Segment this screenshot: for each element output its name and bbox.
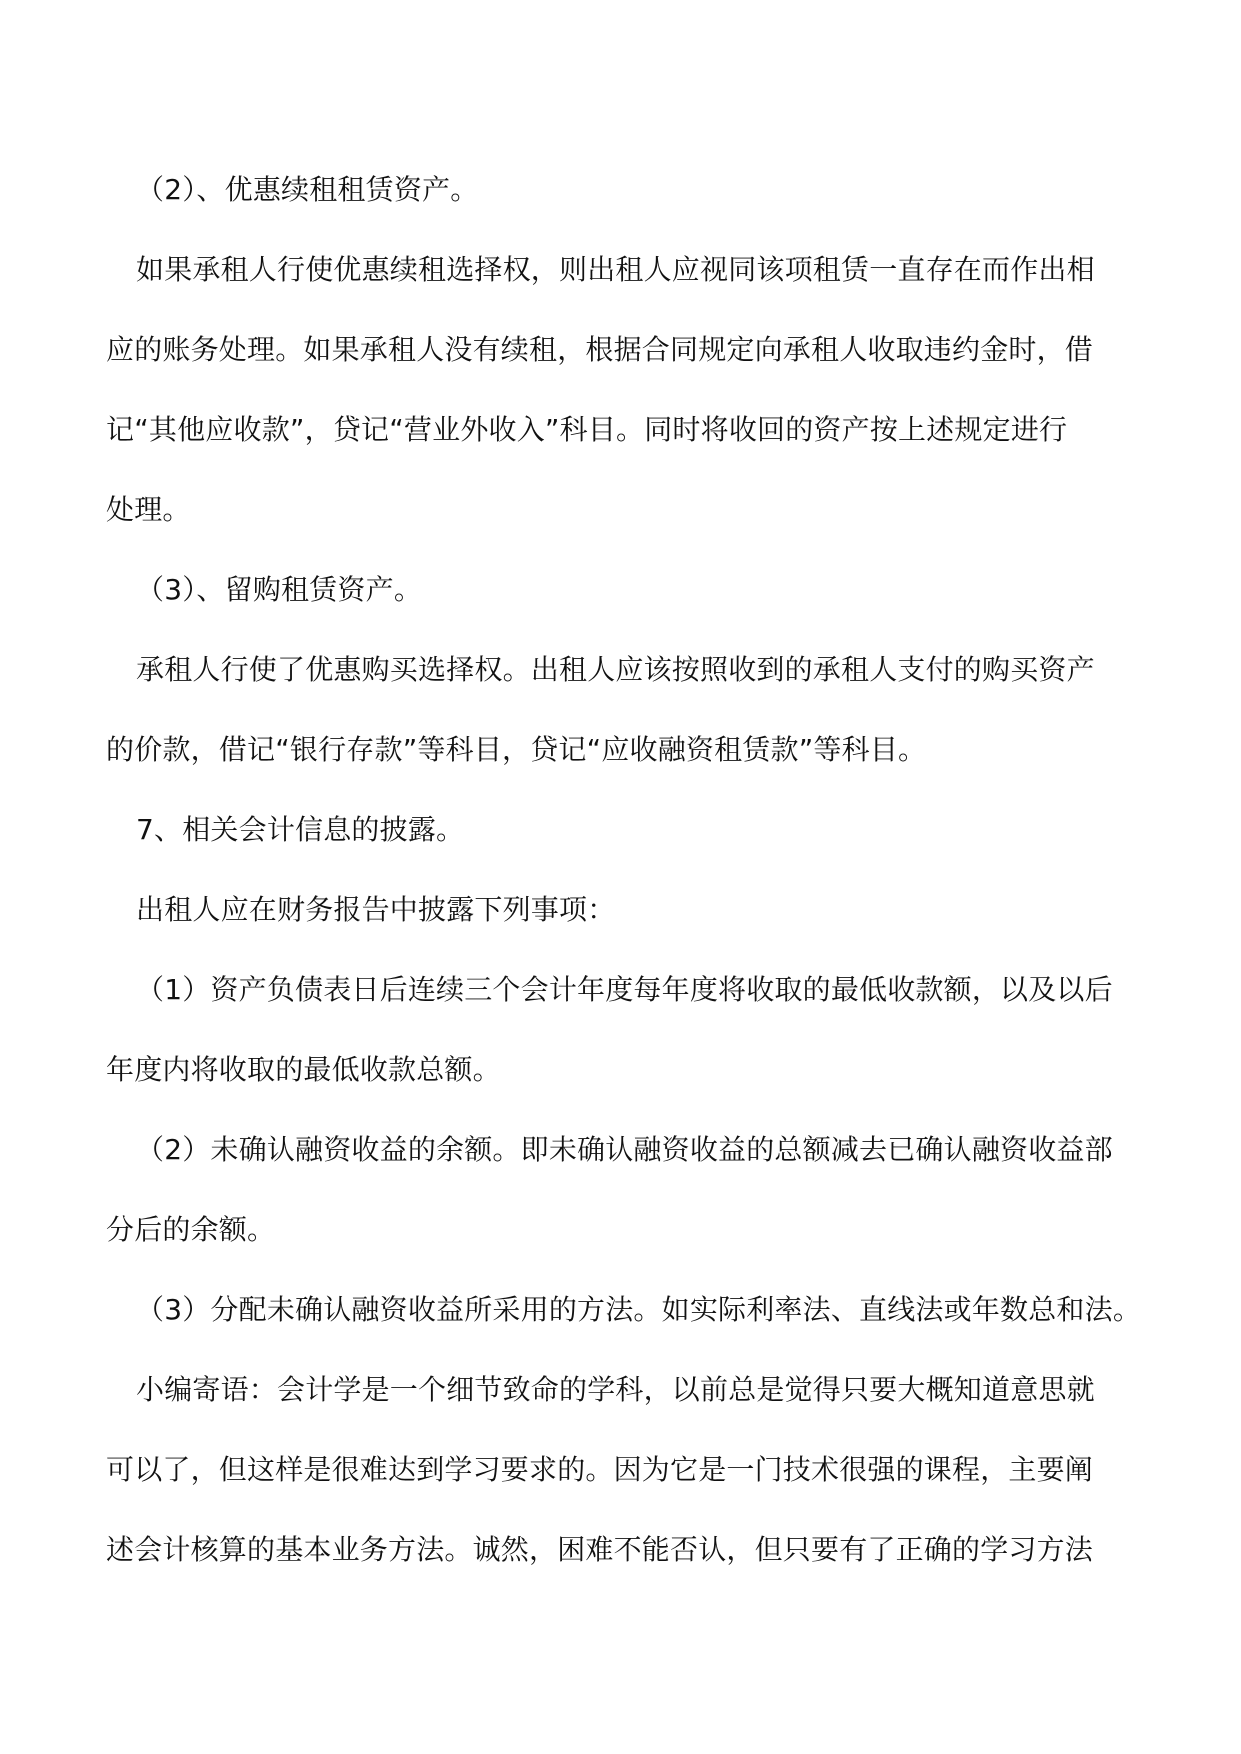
paragraph-line: 出租人应在财务报告中披露下列事项：	[136, 893, 616, 926]
paragraph-line: 小编寄语：会计学是一个细节致命的学科，以前总是觉得只要大概知道意思就	[136, 1373, 1095, 1406]
paragraph-line: 可以了，但这样是很难达到学习要求的。因为它是一门技术很强的课程，主要阐	[106, 1453, 1094, 1486]
paragraph-line: 处理。	[106, 493, 191, 526]
list-item: （3）分配未确认融资收益所采用的方法。如实际利率法、直线法或年数总和法。	[136, 1293, 1142, 1326]
list-item: （2）未确认融资收益的余额。即未确认融资收益的总额减去已确认融资收益部	[136, 1133, 1113, 1166]
paragraph-line: 承租人行使了优惠购买选择权。出租人应该按照收到的承租人支付的购买资产	[136, 653, 1095, 686]
paragraph-line: 的价款，借记“银行存款”等科目，贷记“应收融资租赁款”等科目。	[106, 733, 927, 766]
paragraph-line: 应的账务处理。如果承租人没有续租，根据合同规定向承租人收取违约金时，借	[106, 333, 1094, 366]
subheading-preferential-renewal: （2）、优惠续租租赁资产。	[136, 173, 479, 206]
section-heading-disclosure: 7、相关会计信息的披露。	[136, 813, 465, 846]
paragraph-line: 述会计核算的基本业务方法。诚然，困难不能否认，但只要有了正确的学习方法	[106, 1533, 1094, 1566]
list-item-continuation: 年度内将收取的最低收款总额。	[106, 1053, 501, 1086]
paragraph-line: 如果承租人行使优惠续租选择权，则出租人应视同该项租赁一直存在而作出相	[136, 253, 1095, 286]
list-item-continuation: 分后的余额。	[106, 1213, 276, 1246]
paragraph-line: 记“其他应收款”，贷记“营业外收入”科目。同时将收回的资产按上述规定进行	[106, 413, 1068, 446]
list-item: （1）资产负债表日后连续三个会计年度每年度将收取的最低收款额，以及以后	[136, 973, 1113, 1006]
subheading-purchase-option: （3）、留购租赁资产。	[136, 573, 423, 606]
